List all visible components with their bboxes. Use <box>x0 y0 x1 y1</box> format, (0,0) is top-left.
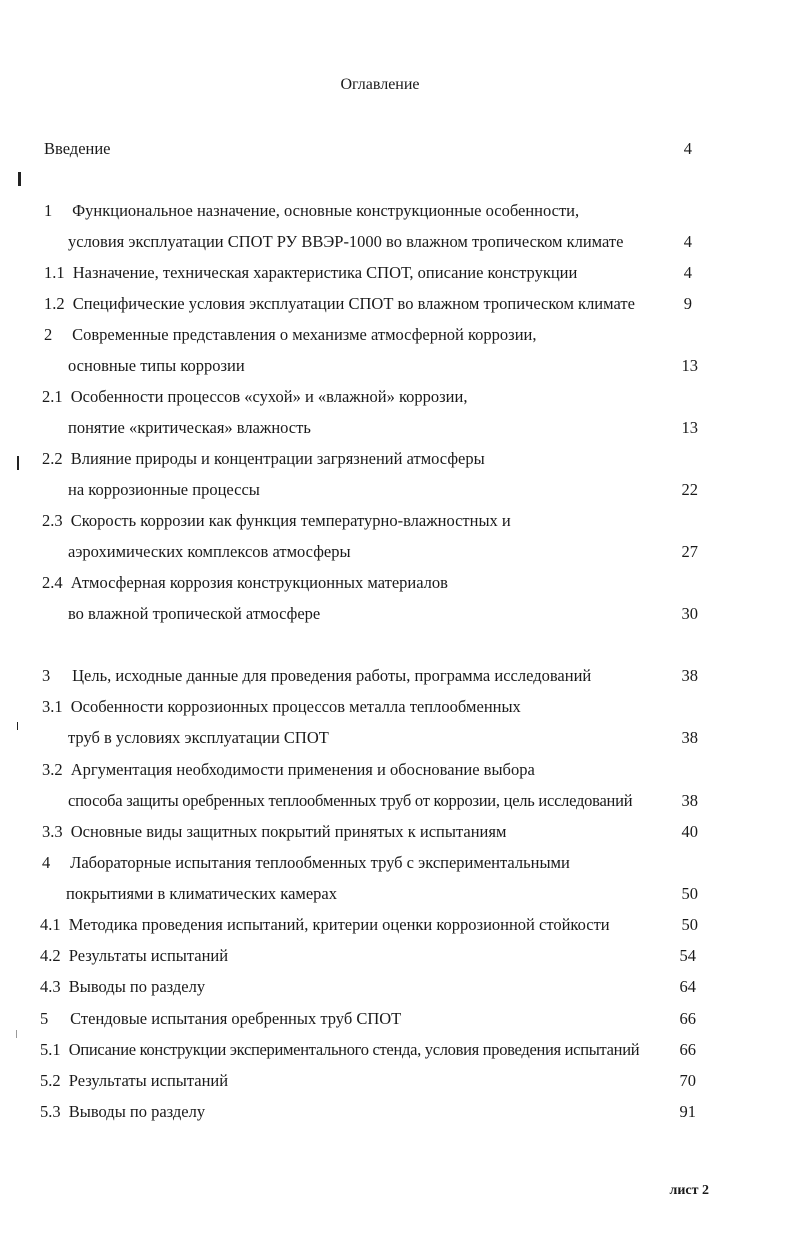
toc-entry-text: основные типы коррозии <box>68 356 245 375</box>
toc-entry <box>44 262 577 284</box>
toc-entry <box>42 696 521 718</box>
toc-entry <box>68 727 329 749</box>
toc-entry-number: 3.2 <box>42 760 63 779</box>
toc-entry-number: 4.1 <box>40 915 61 934</box>
toc-entry <box>44 200 579 222</box>
scan-speck <box>16 1030 17 1038</box>
toc-page-number: 50 <box>681 884 698 903</box>
toc-entry-text: Влияние природы и концентрации загрязнений атмосферы <box>70 449 485 468</box>
toc-entry <box>40 1070 228 1092</box>
toc-entry <box>40 976 205 998</box>
toc-entry-text: Основные виды защитных покрытий принятых к испытаниям <box>70 822 507 841</box>
toc-entry-number: 3.3 <box>42 822 63 841</box>
toc-page-number: 64 <box>679 977 696 996</box>
toc-entry-text: Результаты испытаний <box>68 1071 229 1090</box>
toc-entry-text: Методика проведения испытаний, критерии оценки коррозионной стойкости <box>68 915 610 934</box>
toc-entry-number: 5.2 <box>40 1071 61 1090</box>
toc-entry-text: покрытиями в климатических камерах <box>66 884 337 903</box>
toc-entry <box>42 572 448 594</box>
toc-entry <box>40 914 610 936</box>
toc-entry-number: 2 <box>44 325 53 344</box>
toc-page-number: 4 <box>683 139 692 158</box>
toc-entry-text: Введение <box>44 139 111 158</box>
toc-entry <box>68 479 260 501</box>
toc-entry <box>68 603 320 625</box>
toc-page-number: 38 <box>681 666 698 685</box>
toc-entry-text: труб в условиях эксплуатации СПОТ <box>68 728 329 747</box>
toc-entry-text: Лабораторные испытания теплообменных труб с экспериментальными <box>70 853 570 872</box>
toc-page-number: 30 <box>681 604 698 623</box>
toc-entry-text: Атмосферная коррозия конструкционных материалов <box>70 573 448 592</box>
toc-entry <box>40 945 228 967</box>
toc-entry-number: 5.3 <box>40 1102 61 1121</box>
scan-speck <box>17 456 19 470</box>
toc-entry <box>42 852 570 874</box>
toc-page-number: 54 <box>679 946 696 965</box>
toc-page-number: 66 <box>679 1040 696 1059</box>
toc-entry-text: Назначение, техническая характеристика СПОТ, описание конструкции <box>72 263 578 282</box>
toc-entry-number: 3 <box>42 666 51 685</box>
scan-speck <box>18 172 21 186</box>
toc-entry-number: 4 <box>42 853 51 872</box>
toc-entry-text: условия эксплуатации СПОТ РУ ВВЭР-1000 во влажном тропическом климате <box>68 232 624 251</box>
toc-page-number: 38 <box>681 791 698 810</box>
toc-entry-number: 5.1 <box>40 1040 61 1059</box>
toc-entry-number: 2.1 <box>42 387 63 406</box>
toc-entry <box>42 448 485 470</box>
toc-entry-text: Современные представления о механизме атмосферной коррозии, <box>72 325 537 344</box>
toc-page-number: 70 <box>679 1071 696 1090</box>
toc-entry-text: Аргументация необходимости применения и обоснование выбора <box>70 760 535 779</box>
toc-page-number: 4 <box>683 263 692 282</box>
sheet-number: лист 2 <box>669 1183 709 1198</box>
toc-entry <box>66 883 337 905</box>
toc-entry-number: 2.2 <box>42 449 63 468</box>
toc-entry-number: 3.1 <box>42 697 63 716</box>
toc-entry-number: 2.3 <box>42 511 63 530</box>
toc-page-number: 13 <box>681 418 698 437</box>
toc-entry-text: понятие «критическая» влажность <box>68 418 311 437</box>
toc-page-number: 27 <box>681 542 698 561</box>
toc-entry-number: 4.2 <box>40 946 61 965</box>
toc-entry-text: Особенности коррозионных процессов металла теплообменных <box>70 697 521 716</box>
toc-entry <box>42 665 591 687</box>
toc-entry <box>44 138 111 160</box>
toc-entry-text: Выводы по разделу <box>68 977 206 996</box>
toc-entry <box>68 541 351 563</box>
toc-entry <box>68 417 311 439</box>
toc-entry-text: во влажной тропической атмосфере <box>68 604 321 623</box>
toc-page-number: 50 <box>681 915 698 934</box>
toc-entry <box>68 355 245 377</box>
toc-entry-text: Цель, исходные данные для проведения работы, программа исследований <box>72 666 592 685</box>
toc-entry-number: 1 <box>44 201 53 220</box>
toc-entry <box>42 759 535 781</box>
toc-entry <box>42 510 511 532</box>
toc-entry-text: Выводы по разделу <box>68 1102 206 1121</box>
toc-entry-text: Результаты испытаний <box>68 946 229 965</box>
toc-entry-text: Описание конструкции экспериментального стенда, условия проведения испытаний <box>68 1040 640 1059</box>
toc-entry <box>42 821 506 843</box>
toc-page-number: 9 <box>683 294 692 313</box>
toc-entry-text: аэрохимических комплексов атмосферы <box>68 542 351 561</box>
toc-entry-text: способа защиты оребренных теплообменных труб от коррозии, цель исследований <box>68 791 633 810</box>
toc-entry-text: Особенности процессов «сухой» и «влажной» коррозии, <box>70 387 468 406</box>
toc-entry-text: Специфические условия эксплуатации СПОТ во влажном тропическом климате <box>72 294 635 313</box>
toc-page-number: 4 <box>683 232 692 251</box>
scan-speck <box>17 722 18 730</box>
toc-entry-number: 1.2 <box>44 294 65 313</box>
toc-entry <box>40 1008 401 1030</box>
toc-page-number: 66 <box>679 1009 696 1028</box>
toc-entry <box>44 293 635 315</box>
toc-entry <box>68 790 632 812</box>
toc-entry <box>42 386 467 408</box>
toc-entry-text: Функциональное назначение, основные конструкционные особенности, <box>72 201 580 220</box>
toc-entry-number: 2.4 <box>42 573 63 592</box>
toc-entry <box>40 1039 639 1061</box>
toc-page-number: 22 <box>681 480 698 499</box>
toc-entry-number: 4.3 <box>40 977 61 996</box>
toc-entry <box>44 324 536 346</box>
toc-page-number: 13 <box>681 356 698 375</box>
page-title: Оглавление <box>340 76 420 93</box>
toc-entry <box>40 1101 205 1123</box>
toc-entry-text: Скорость коррозии как функция температурно-влажностных и <box>70 511 511 530</box>
toc-page-number: 40 <box>681 822 698 841</box>
toc-entry <box>68 231 623 253</box>
toc-entry-text: на коррозионные процессы <box>68 480 260 499</box>
toc-entry-number: 5 <box>40 1009 49 1028</box>
toc-page-number: 91 <box>679 1102 696 1121</box>
toc-entry-text: Стендовые испытания оребренных труб СПОТ <box>70 1009 402 1028</box>
toc-page-number: 38 <box>681 728 698 747</box>
toc-entry-number: 1.1 <box>44 263 65 282</box>
